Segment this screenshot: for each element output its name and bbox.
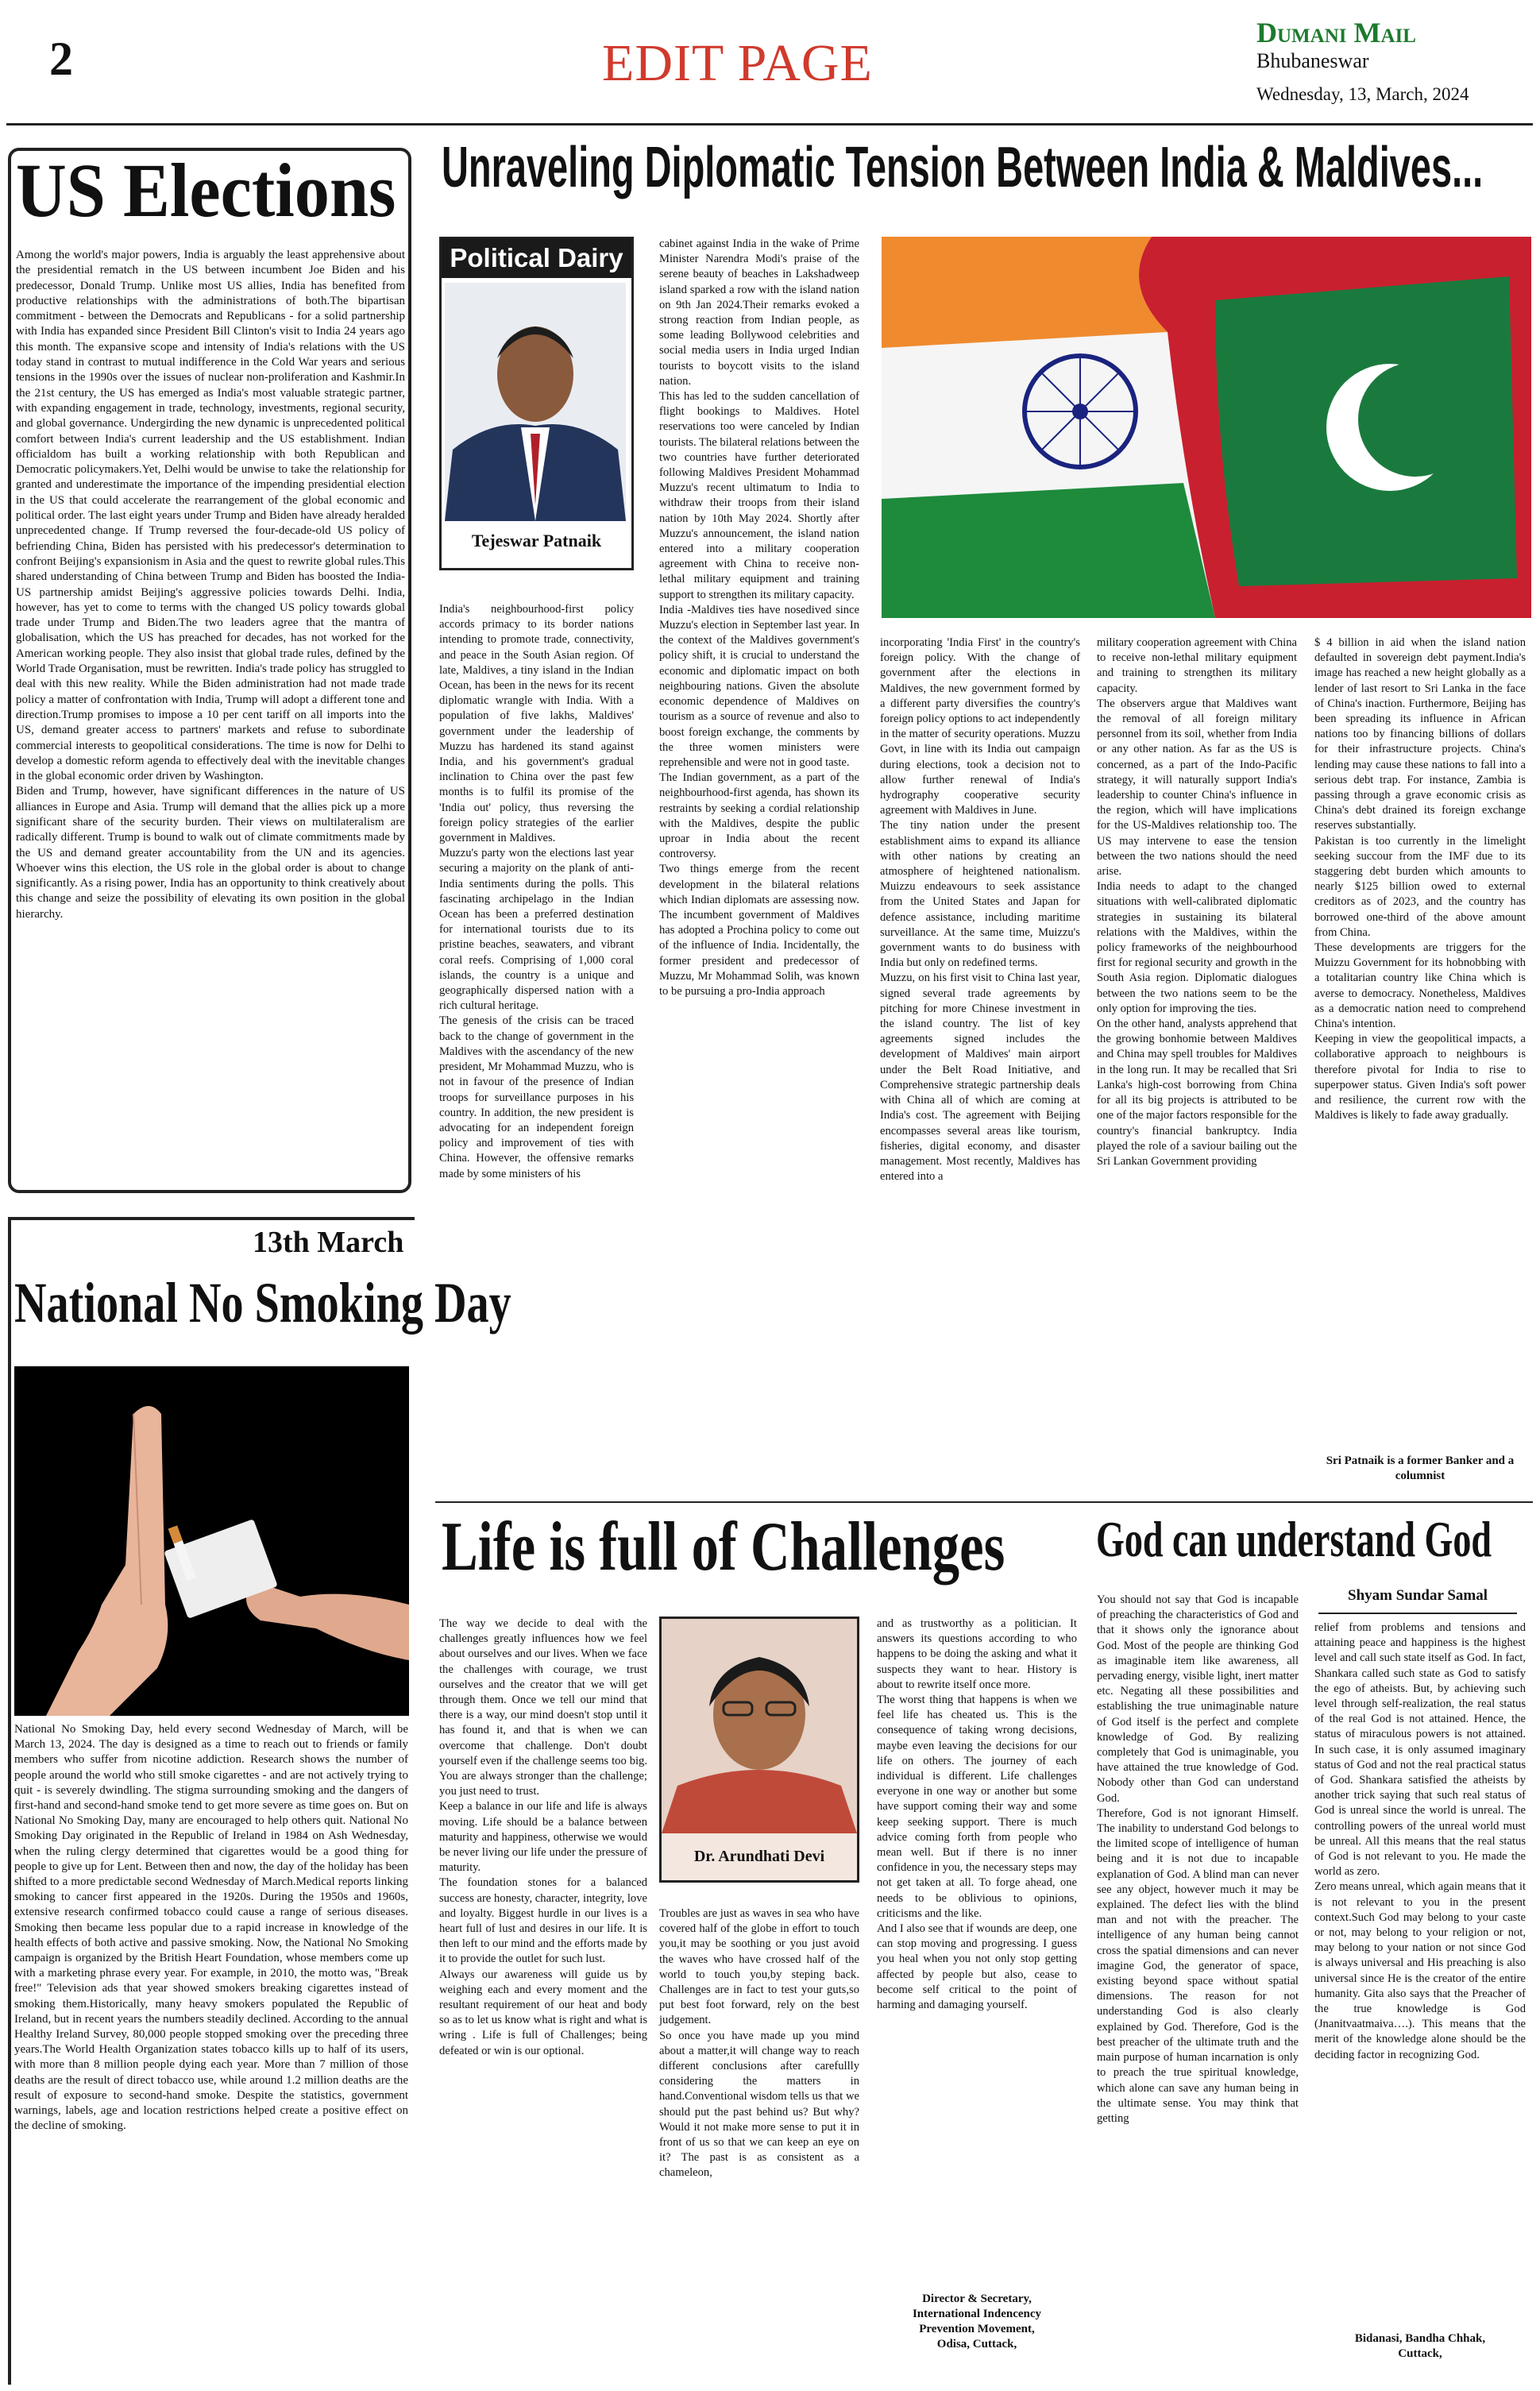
no-smoking-hands-illustration — [14, 1366, 409, 1716]
author-name-patnaik: Tejeswar Patnaik — [471, 531, 602, 550]
section-title: EDIT PAGE — [602, 34, 873, 92]
author-photo-patnaik — [445, 283, 626, 521]
smoking-date-label: 13th March — [253, 1226, 404, 1259]
author-name-devi: Dr. Arundhati Devi — [693, 1848, 825, 1865]
paper-name: Dumani Mail — [1256, 17, 1416, 48]
page-number: 2 — [49, 33, 73, 85]
india-maldives-col4: military cooperation agreement with China to receive non-lethal military equipment and training to strengthen its military capacity. The observers argue that Maldives want the removal of all foreign military personnel from its soil, whether from India or any other nation. As far as the US is concerned, as a part of the Indo-Pacific strategy, it will naturally support India's leadership to counter China's influence in the region, which will have implications for the US-Maldives relationship too. The US may intervene to ease the tension between the two nations should the need arise. India needs to adapt to the changed situations with well-calibrated diplomatic strategies in sustaining its bilateral relations with the Maldives, within the policy frameworks of the neighbourhood first for regional security and growth in the South Asia region. Diplomatic dialogues between the two nations seem to be the only option for improving the ties. On the other hand, analysts apprehend that the growing bonhomie between Maldives and China may spell troubles for Maldives in the long run. It may be recalled that Sri Lanka's high-cost borrowing from China for all its big projects is attributed to be one of the major factors responsible for the country's financial bankruptcy. India played the role of a saviour bailing out the Sri Lankan Government providing — [1097, 636, 1297, 1168]
god-col1: You should not say that God is incapable of preaching the characteristics of God and that it shows only the ignorance about God. Most of the people are thinking God as imaginable item like awareness, all pervading energy, visible light, inert matter etc. Negating all these possibilities and establishing the true unimaginable nature of God itself is the perfect and complete knowledge of God. By realizing completely that God is unimaginable, you have attained the true knowledge of God. Nobody other than God can understand God. Therefore, God is not ignorant Himself. The inability to understand God belongs to the limited scope of intelligence of human being and it is not due to incapable explanation of God. A blind man can never see any object, however much it may be explained. The defect lies with the blind man and not with the preacher. The intelligence of any human being cannot cross the spatial dimensions and can never imagine God, the generator of space, existing beyond space without spatial dimensions. The reason for not understanding God is also clearly explained by God. Therefore, God is the best preacher of the ultimate truth and the main purpose of human incarnation is only to preach the true spiritual knowledge, which alone can save any human being in the ultimate sense. You may think that getting — [1097, 1593, 1299, 2125]
samal-note: Bidanasi, Bandha Chhak, Cuttack, — [1354, 2332, 1486, 2360]
smoking-body: National No Smoking Day, held every second Wednesday of March, will be March 13, 2024. The day is designed as a time to reach out to friends or family members who suffer from nicotine addiction. Research shows the number of people around the world who still smoke cigarettes - and are not actively trying to quit - is severely dwindling. The stigma surrounding smoking and the dangers of first-hand and second-hand smoke tend to get more severe as time goes on. But on National No Smoking Day, many are encouraged to help others quit. National No Smoking Day originated in the Republic of Ireland in 1984 on Ash Wednesday, when the ruling clergy determined that cigarettes would be a good thing for people to give up for Lent. Between then and now, the day of the holiday has been shifted to a more predictable second Wednesday of March.Medical reports linking smoking to cancer first appeared in the 1920s. During the 1950s and 1960s, extensive research confirmed tobacco could cause a range of serious diseases. Smoking then became less popular due to a rapid increase in knowledge of the health effects of both active and passive smoking. Now, the National No Smoking campaign is organized by the British Heart Foundation, whose members come up with a marketing phrase every year. For example, in 2010, the motto was, "Break free!" Television ads that year showed smokers breaking cigarettes instead of smoking them.Historically, many heavy smokers populated the Republic of Ireland, but in recent years the numbers steadily declined. According to the annual Healthy Ireland Survey, 80,000 people stopped smoking over the preceding three years.The World Health Organization states tobacco kills up to half of its users, with more than 8 million people dying each year. More than 7 million of those deaths are the result of direct tobacco use, while around 1.2 million deaths are the result of exposure to second-hand smoke. Despite the statistics, government warnings, labels, age and location restrictions helped create a positive effect on the decline of smoking. — [14, 1723, 408, 2133]
india-maldives-col5: $ 4 billion in aid when the island nation defaulted in sovereign debt payment.India's image has reached a new height globally as a lender of last resort to Sri Lanka in the face of China's inaction. Furthermore, Beijing has been spreading its influence in African nations too by financing billions of dollars for their infrastructure projects. China's lending may cause these nations to fall into a serious debt trap. For instance, Zambia is passing through a grave economic crisis as China's debt drained its foreign exchange reserves substantially. Pakistan is too currently in the limelight seeking succour from the IMF due to its staggering debt burden which amounts to nearly $125 billion owed to external creditors as of 2023, and the country has borrowed one-third of the above amount from China. These developments are triggers for the Muizzu Government for its hobnobbing with a totalitarian country like China which is averse to democracy. Nonetheless, Maldives as a democratic nation need to comprehend China's intention. Keeping in view the geopolitical impacts, a collaborative approach to neighbours is therefore pivotal for India to rise to superpower status. Given India's soft power and resilience, the current row with the Maldives is likely to fade away gradually. — [1314, 636, 1526, 1122]
life-col2: Troubles are just as waves in sea who have covered half of the globe in effort to touch you,it may be soothing or you just avoid the waves who have crossed half of the world to touch you,by steping back. Challenges are in fact to test your guts,so put best foot forward, rely on the best judgement. So once you have made up you mind about a matter,it will change way to reach different conclusions after carefullly considering the matters in hand.Conventional wisdom tells us that we should put the past behind us? But why? Would it not make more sense to put it in front of us so that we can keep an eye on it? The past is as consistent as a chameleon, — [659, 1907, 859, 2180]
flags-photo — [882, 237, 1531, 618]
god-author: Shyam Sundar Samal — [1348, 1587, 1488, 1604]
us-elections-body — [16, 248, 405, 922]
life-col3: and as trustworthy as a politician. It answers its questions according to who happens to be doing the asking and what it suspects they want to hear. History is about to rewrite itself once more. The worst thing that happens is when we feel life has cheated us. This is the consequence of taking wrong decisions, maybe even leaving the decisions for our life on others. The journey of each individual is different. Life challenges everyone in one way or another but some have support coming their way and some keep seeking support. There is much advice coming forth from people who mean well. But if there is no inner confidence in you, the necessary steps may not get taken at all. To forge ahead, one needs to be oblivious to opinions, criticisms and the like. And I also see that if wounds are deep, one can stop moving and progressing. I guess you heal when you not only stop getting affected by people but also, cease to become self critical to the point of harming and damaging yourself. — [877, 1617, 1077, 2012]
life-title: Life is full of Challenges — [442, 1508, 1005, 1586]
portrait-man — [445, 283, 626, 521]
india-maldives-col3: incorporating 'India First' in the country's foreign policy. With the change of government after the elections in Maldives, the new government formed by a different party diversifies the country's foreign policy options to act independently in the matter of security operations. Muzzu Govt, in line with its India out campaign during elections, took a decision not to allow further renewal of India's hydrography cooperative security agreement with Maldives in June. The tiny nation under the present establishment aims to expand its alliance with other nations by creating an atmosphere of heightened nationalism. Muizzu endeavours to seek assistance from the United States and Japan for defence assistance, including maritime surveillance. At the same time, Muizzu's government wants to do business with India but only on redefined terms. Muzzu, on his first visit to China last year, signed several trade agreements by pitching for more Chinese investment in the island country. The list of key agreements signed includes the development of Maldives' main airport under the Belt Road Initiative, and Comprehensive strategic partnership deals with China all of which are coming at India's cost. The agreement with Beijing encompasses several areas like tourism, fisheries, digital economy, and disaster management. Most recently, Maldives has entered into a — [880, 636, 1080, 1184]
india-maldives-col2: cabinet against India in the wake of Prime Minister Narendra Modi's praise of the serene beauty of beaches in Lakshadweep island sparked a row with the island nation on 9th Jan 2024.Their remarks evoked a strong reaction from Indian people, as some leading Bollywood celebrities and social media users in India urged Indian tourists to boycott visits to the island nation. This has led to the sudden cancellation of flight bookings to Maldives. Hotel reservations too were canceled by Indian tourists. The bilateral relations between the two countries have further deteriorated following Maldives President Mohammad Muzzu's recent ultimatum to India to withdraw their troops from their island nation by 10th May 2024. Shortly after Muzzu's announcement, the island nation entered into a military cooperation agreement with China to receive non-lethal military equipment and training support to strengthen its military capacity. India -Maldives ties have nosedived since Muzzu's election in September last year. In the context of the Maldives government's policy shift, it is crucial to understand the economic and diplomatic impact on both neighbouring nations. Given the absolute economic dependence of Maldives on tourism as a source of revenue and also to boost foreign exchange, the comments by the three women ministers were reprehensible and were not in good taste. The Indian government, as a part of the neighbourhood-first agenda, has shown its restraints by seeking a cordial relationship with the Maldives, despite the public uproar in India about the recent controversy. Two things emerge from the recent development in the bilateral relations which Indian diplomats are assessing now. The incumbent government of Maldives has adopted a Prochina policy to come out of the influence of India. Incidentally, the former president and predecessor of Muzzu, Mr Mohammad Solih, was known to be pursuing a pro-India approach — [659, 238, 859, 998]
india-maldives-col1: India's neighbourhood-first policy accords primacy to its border nations intending to promote trade, connectivity, and peace in the South Asian region. Of late, Maldives, a tiny island in the Indian Ocean, has been in the news for its recent diplomatic wrangle with India. With a population of five lakhs, Maldives' government under the leadership of Muzzu has hardened its stand against India, and his government's gradual inclination to China over the past few months is to fulfil its promise of the 'India out' policy, thus reversing the foreign policy strategies of the earlier government in Maldives. Muzzu's party won the elections last year securing a majority on the plank of anti-India sentiments during the polls. This fascinating archipelago in the Indian Ocean has been a preferred destination for international tourists due to its pristine beaches, seawaters, and vibrant coral reefs. Comprising of 1,000 coral islands, the country is a unique and geographically dispersed nation with a rich cultural heritage. The genesis of the crisis can be traced back to the change of government in the Maldives with the ascendancy of the new president, Mr Mohammad Muzzu, who is not in favour of the presence of Indian troops for surveillance purposes in his country. In addition, the new president is advocating for an independent foreign policy and improvement of ties with China. However, the offensive remarks made by some ministers of his — [439, 603, 634, 1180]
us-elections-para-1: Among the world's major powers, India is arguably the least apprehensive about the presidential rematch in the US between incumbent Joe Biden and his predecessor, Donald Trump. Unlike most US allies, India has benefited from productive relationships with the administrations of both.The bipartisan commitment - between the Democrats and Republicans - for a solid partnership with India has expanded since President Bill Clinton's visit to India 24 years ago this month. The expansive scope and intensity of India's relations with the US today stand in contrast to mutual indifference in the Cold War years and serious tensions in the 1990s over the issues of nuclear non-proliferation and Kashmir.In the 21st century, the US has emerged as India's most valuable strategic partner, with expanding engagement in trade, technology, investments, regional security, and global governance. Undergirding the new dynamic is unprecedented political comfort between India's current leadership and the US establishment. Indian officialdom has built a working relationship with both Republican and Democratic policymakers.Yet, Delhi would be unwise to take the relationship for granted and underestimate the importance of the impending presidential election in the US that could accelerate the rearrangement of the global economic and political order. The last eight years under Trump and Biden have already heralded unprecedented change. If Trump reversed the four-decade-old US policy of befriending China, Biden has persisted with his predecessor's determination to confront Beijing's expansionism in Asia and the quest to rewrite global rules.This shared understanding of China between Trump and Biden has boosted the India-US partnership amidst Beijing's aggressive policies towards Delhi. India, however, has yet to come to terms with the changed US policy towards global trade under Trump and Biden.The two leaders agree that the mantra of globalisation, which the US has preached for decades, has not worked for the American working people. They also insist that global trade rules, defined by the World Trade Organisation, must be rewritten. India's trade policy has struggled to deal with this new reality. While the Biden administration had not made trade policy a matter of confrontation with India, Trump will adopt a different tone and direction.Trump promises to impose a 10 per cent tariff on all imports into the US, demand greater access to partners' markets and refuse to subordinate commercial interests to geopolitical considerations. The time is now for Delhi to develop a domestic reform agenda to effectively deal with the inevitable changes in the global economic order driven by Washington. — [16, 249, 405, 783]
section-divider-middle — [435, 1501, 1533, 1503]
god-author-underline — [1318, 1613, 1517, 1614]
us-elections-para-2: Biden and Trump, however, have significant differences in the nature of US alliances in Europe and Asia. Trump will demand that the allies pick up a more significant share of the security burden. Their views on multilateralism are radically different. Trump is bound to walk out of climate commitments made by the US and demand greater accountability from the UN and its agencies. Whoever wins this election, the US role in the global order is about to change significantly. As a rising power, India has an opportunity to think creatively about this change and seize the possibility of elevating its own position in the global hierarchy. — [16, 785, 405, 921]
us-elections-title: US Elections — [16, 148, 396, 233]
india-maldives-title: Unraveling Diplomatic Tension Between India & Maldives... — [442, 136, 1484, 199]
smoking-title: National No Smoking Day — [14, 1271, 511, 1335]
date: Wednesday, 13, March, 2024 — [1256, 84, 1469, 104]
devi-note: Director & Secretary, International Indencency Prevention Movement, Odisa, Cuttack, — [912, 2293, 1042, 2350]
city: Bhubaneswar — [1256, 49, 1369, 72]
masthead-divider — [6, 123, 1533, 126]
author-photo-devi-box — [659, 1617, 859, 1883]
life-col1: The way we decide to deal with the challenges greatly influences how we feel about ourselves and our lives. When we face the challenges with courage, we trust ourselves and the creator that we will get through them. Once we tell our mind that there is a way, our mind doesn't stop until it has found it, and that is when we can overcome that challenge. Don't doubt yourself even if the challenge seems too big. You are always stronger than the challenge; you just need to trust. Keep a balance in our life and life is always moving. Life should be a balance between maturity and happiness, otherwise we would be never living our life under the pressure of maturity. The foundation stones for a balanced success are honesty, character, integrity, love and loyalty. Biggest hurdle in our lives is a heart full of lust and desires in our life. It is then left to our mind and the efforts made by it to provide the outlet for such lust. Always our awareness will guide us by weighing each and every moment and the resultant requirement of our heat and body so as to let us know what is right and what is wring . Life is full of Challenges; being defeated or win is our optional. — [439, 1617, 647, 2057]
political-dairy-label: Political Dairy — [442, 238, 631, 278]
god-title: God can understand God — [1096, 1511, 1492, 1567]
patnaik-note: Sri Patnaik is a former Banker and a columnist — [1326, 1454, 1515, 1482]
india-maldives-flags-illustration — [882, 237, 1531, 618]
smoking-photo — [14, 1366, 409, 1716]
portrait-woman — [662, 1619, 857, 1833]
god-col2: relief from problems and tensions and attaining peace and happiness is the highest level and call such state itself as God. In fact, Shankara called such state as God to satisfy the ego of atheists. But, by achieving such level through self-realization, the real status of the real God is not attained. Hence, the status of miraculous powers is not attained. In such case, it is only assumed imaginary status of God and not the real practical status of God. Shankara satisfied the atheists by another trick saying that such real status of God is unreal since the world is unreal. The controlling powers of the unreal world must be unreal. All this means that the real status of God is not relevant to you. He made the world as zero. Zero means unreal, which again means that it is not relevant to you in the present context.Such God may belong to your caste or not, may belong to your religion or not, may belong to your nation or not since God is always universal and His preaching is also universal since He is the creator of the entire humanity. Gita also says that the Preacher of the true knowledge is God (Jnanitvaatmaiva….). This means that the merit of the knowledge alone should be the deciding factor in recognizing God. — [1314, 1621, 1526, 2061]
